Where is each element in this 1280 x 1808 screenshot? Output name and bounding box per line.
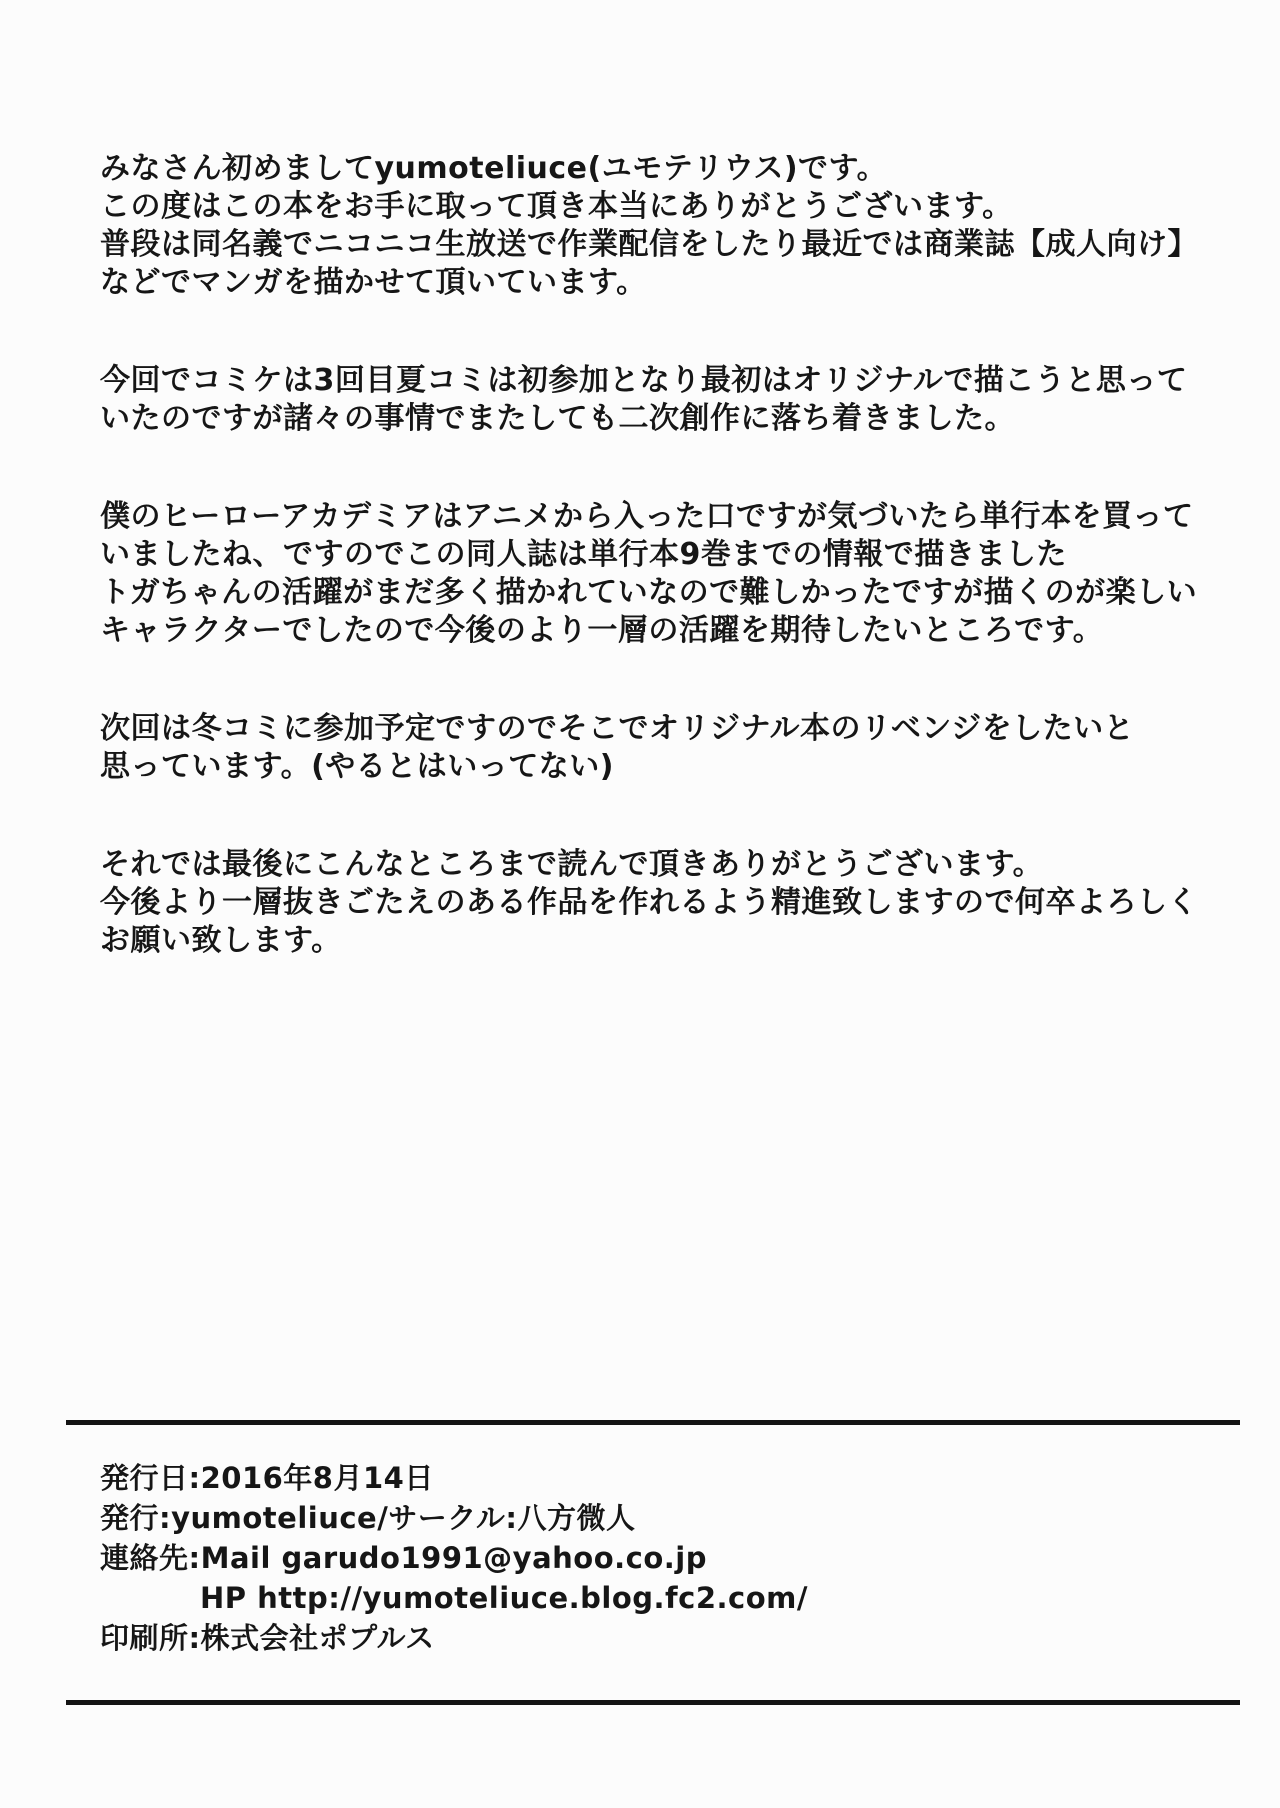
afterword-line: いたのですが諸々の事情でまたしても二次創作に落ち着きました。 — [100, 401, 1015, 436]
afterword-line: みなさん初めましてyumoteliuce(ユモテリウス)です。 — [100, 151, 888, 186]
colophon-contact-hp: HP http://yumoteliuce.blog.fc2.com/ — [200, 1581, 808, 1615]
divider-top — [66, 1420, 1240, 1425]
colophon-publisher: 発行:yumoteliuce/サークル:八方微人 — [100, 1501, 636, 1535]
afterword-line: などでマンガを描かせて頂いています。 — [100, 265, 647, 300]
afterword-text — [100, 150, 1210, 1020]
afterword-line: 今回でコミケは3回目夏コミは初参加となり最初はオリジナルで描こうと思って — [100, 363, 1188, 398]
afterword-line: キャラクターでしたので今後のより一層の活躍を期待したいところです。 — [100, 613, 1104, 648]
colophon-printer: 印刷所:株式会社ポプルス — [100, 1621, 435, 1655]
afterword-line: 普段は同名義でニコニコ生放送で作業配信をしたり最近では商業誌【成人向け】 — [100, 227, 1198, 262]
afterword-paragraph-closing — [100, 846, 1210, 960]
afterword-line: 僕のヒーローアカデミアはアニメから入った口ですが気づいたら単行本を買って — [100, 499, 1194, 534]
afterword-line: トガちゃんの活躍がまだ多く描かれていなので難しかったですが描くのが楽しい — [100, 575, 1198, 610]
divider-bottom — [66, 1700, 1240, 1705]
afterword-line: 今後より一層抜きごたえのある作品を作れるよう精進致しますので何卒よろしく — [100, 885, 1198, 920]
afterword-line: 思っています。(やるとはいってない) — [100, 749, 615, 784]
afterword-line: この度はこの本をお手に取って頂き本当にありがとうございます。 — [100, 189, 1013, 224]
afterword-line: いましたね、ですのでこの同人誌は単行本9巻までの情報で描きました — [100, 537, 1067, 572]
afterword-paragraph-comiket — [100, 362, 1210, 438]
colophon-contact-mail: 連絡先:Mail garudo1991@yahoo.co.jp — [100, 1541, 707, 1575]
afterword-paragraph-series — [100, 498, 1210, 650]
afterword-paragraph-next-event — [100, 710, 1210, 786]
colophon-publish-date: 発行日:2016年8月14日 — [100, 1461, 434, 1495]
afterword-line: それでは最後にこんなところまで読んで頂きありがとうございます。 — [100, 847, 1044, 882]
afterword-line: お願い致します。 — [100, 923, 342, 958]
colophon — [100, 1458, 808, 1658]
afterword-line: 次回は冬コミに参加予定ですのでそこでオリジナル本のリベンジをしたいと — [100, 711, 1135, 746]
afterword-paragraph-intro — [100, 150, 1210, 302]
